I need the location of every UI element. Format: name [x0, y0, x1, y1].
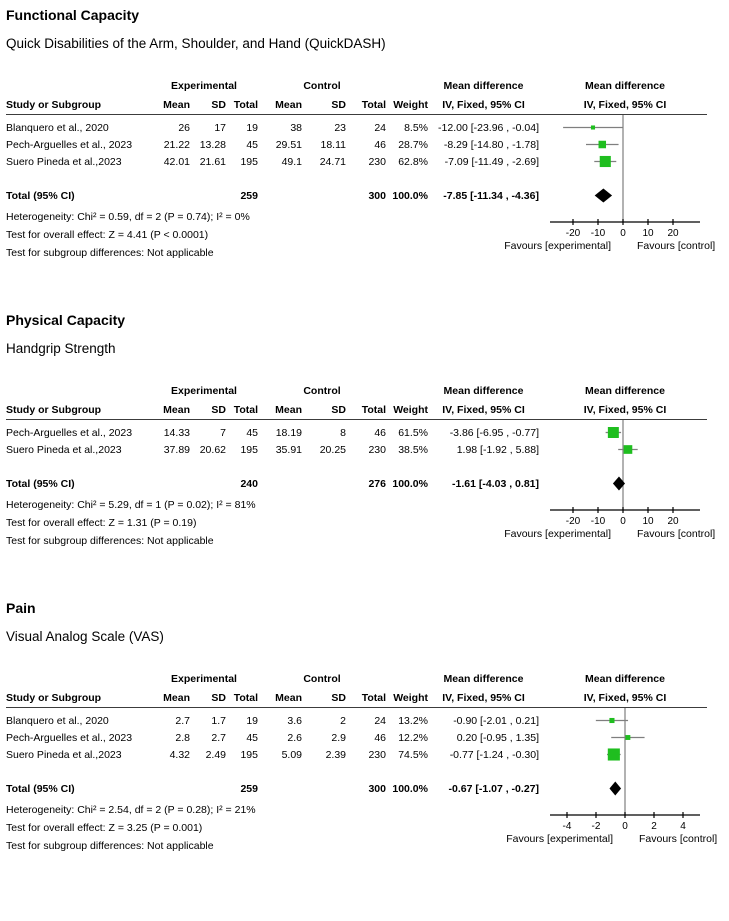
- ctl-sd-value: 23: [334, 121, 346, 134]
- subgroup-differences-text: Test for subgroup differences: Not applicable: [6, 247, 214, 259]
- svg-text:20: 20: [667, 228, 679, 239]
- study-name: Suero Pineda et al.,2023: [6, 748, 122, 761]
- svg-text:-20: -20: [565, 228, 581, 239]
- ctl-sd-value: 2: [340, 714, 346, 727]
- exp-total-value: 19: [246, 714, 258, 727]
- exp-sd-value: 20.62: [199, 443, 226, 456]
- forest-plot-figure: [0, 670, 729, 871]
- total-exp-n: 259: [240, 782, 258, 795]
- ci-text-value: -12.00 [-23.96 , -0.04]: [438, 121, 539, 134]
- outcome-subtitle: Handgrip Strength: [6, 341, 116, 356]
- mean-difference-plot-header: Mean difference: [585, 80, 665, 92]
- study-row: [0, 119, 729, 136]
- table-group-header-row: [0, 670, 729, 688]
- ctl-total-value: 46: [374, 138, 386, 151]
- ctl-sd-value: 24.71: [319, 155, 346, 168]
- exp-total-value: 45: [246, 731, 258, 744]
- ci-text-value: 0.20 [-0.95 , 1.35]: [456, 731, 539, 744]
- section-title: Physical Capacity: [6, 312, 126, 328]
- weight-value: 12.2%: [398, 731, 428, 744]
- exp-sd-value: 17: [214, 121, 226, 134]
- ctl-total-column-header: Total: [361, 691, 386, 704]
- ctl-total-value: 24: [374, 714, 386, 727]
- experimental-group-header: Experimental: [171, 385, 237, 397]
- ctl-total-column-header: Total: [361, 98, 386, 111]
- ctl-total-value: 46: [374, 731, 386, 744]
- exp-mean-column-header: Mean: [163, 691, 190, 704]
- ctl-sd-column-header: SD: [331, 98, 346, 111]
- control-group-header: Control: [303, 673, 341, 685]
- iv-fixed-ci-column-header: IV, Fixed, 95% CI: [442, 691, 525, 704]
- weight-value: 62.8%: [398, 155, 428, 168]
- table-column-header-row: [0, 688, 729, 707]
- mean-difference-header: Mean difference: [443, 385, 524, 397]
- svg-text:-2: -2: [591, 821, 601, 832]
- weight-value: 13.2%: [398, 714, 428, 727]
- ctl-total-value: 230: [368, 748, 386, 761]
- stats-footer: [0, 496, 729, 566]
- mean-difference-plot-header: Mean difference: [585, 385, 665, 397]
- total-label: Total (95% CI): [6, 189, 75, 202]
- exp-mean-value: 4.32: [169, 748, 190, 761]
- svg-text:Favours [experimental]: Favours [experimental]: [506, 833, 613, 845]
- study-row: [0, 746, 729, 763]
- ci-text-value: -0.77 [-1.24 , -0.30]: [449, 748, 539, 761]
- header-separator: [6, 114, 707, 115]
- svg-text:4: 4: [680, 821, 686, 832]
- exp-mean-value: 37.89: [163, 443, 190, 456]
- weight-column-header: Weight: [393, 691, 428, 704]
- weight-value: 74.5%: [398, 748, 428, 761]
- total-exp-n: 259: [240, 189, 258, 202]
- study-column-header: Study or Subgroup: [6, 403, 102, 416]
- total-ci-text: -1.61 [-4.03 , 0.81]: [452, 477, 539, 490]
- total-weight: 100.0%: [392, 782, 428, 795]
- exp-total-value: 19: [246, 121, 258, 134]
- exp-sd-value: 2.49: [205, 748, 226, 761]
- svg-text:0: 0: [620, 516, 626, 527]
- ctl-total-value: 24: [374, 121, 386, 134]
- exp-sd-value: 1.7: [211, 714, 226, 727]
- exp-mean-value: 2.7: [175, 714, 190, 727]
- svg-text:Favours [control]: Favours [control]: [637, 240, 716, 252]
- exp-mean-column-header: Mean: [163, 403, 190, 416]
- forest-plot-figure: [0, 382, 729, 566]
- svg-text:0: 0: [620, 228, 626, 239]
- exp-mean-column-header: Mean: [163, 98, 190, 111]
- mean-difference-header: Mean difference: [443, 673, 524, 685]
- exp-total-value: 195: [240, 443, 258, 456]
- weight-value: 28.7%: [398, 138, 428, 151]
- heterogeneity-text: Heterogeneity: Chi² = 0.59, df = 2 (P = 0.74); I² = 0%: [6, 211, 250, 223]
- ci-text-value: 1.98 [-1.92 , 5.88]: [456, 443, 539, 456]
- header-separator: [6, 419, 707, 420]
- study-row: [0, 424, 729, 441]
- total-ci-text: -0.67 [-1.07 , -0.27]: [448, 782, 539, 795]
- header-separator: [6, 707, 707, 708]
- svg-text:-10: -10: [590, 516, 606, 527]
- outcome-subtitle: Visual Analog Scale (VAS): [6, 629, 164, 644]
- exp-sd-value: 21.61: [199, 155, 226, 168]
- svg-text:2: 2: [651, 821, 657, 832]
- exp-sd-value: 2.7: [211, 731, 226, 744]
- study-name: Suero Pineda et al.,2023: [6, 443, 122, 456]
- control-group-header: Control: [303, 80, 341, 92]
- ctl-sd-value: 18.11: [320, 138, 346, 151]
- exp-sd-column-header: SD: [211, 98, 226, 111]
- exp-total-column-header: Total: [233, 691, 258, 704]
- ctl-sd-column-header: SD: [331, 403, 346, 416]
- exp-mean-value: 42.01: [163, 155, 190, 168]
- study-name: Pech-Arguelles et al., 2023: [6, 731, 133, 744]
- ctl-sd-value: 20.25: [319, 443, 346, 456]
- ci-text-value: -8.29 [-14.80 , -1.78]: [443, 138, 539, 151]
- study-name: Suero Pineda et al.,2023: [6, 155, 122, 168]
- svg-text:Favours [control]: Favours [control]: [639, 833, 718, 845]
- ctl-mean-column-header: Mean: [275, 691, 302, 704]
- ci-text-value: -7.09 [-11.49 , -2.69]: [444, 155, 539, 168]
- total-ctl-n: 300: [368, 782, 386, 795]
- experimental-group-header: Experimental: [171, 80, 237, 92]
- forest-plot-section: [0, 312, 729, 566]
- outcome-subtitle: Quick Disabilities of the Arm, Shoulder, and Hand (QuickDASH): [6, 36, 386, 51]
- heterogeneity-text: Heterogeneity: Chi² = 2.54, df = 2 (P = 0.28); I² = 21%: [6, 804, 256, 816]
- exp-sd-column-header: SD: [211, 403, 226, 416]
- total-ctl-n: 276: [368, 477, 386, 490]
- iv-fixed-ci-plot-header: IV, Fixed, 95% CI: [583, 403, 667, 416]
- total-weight: 100.0%: [392, 477, 428, 490]
- svg-text:0: 0: [622, 821, 628, 832]
- total-label: Total (95% CI): [6, 782, 75, 795]
- svg-text:-20: -20: [565, 516, 581, 527]
- svg-text:Favours [experimental]: Favours [experimental]: [504, 240, 611, 252]
- total-weight: 100.0%: [392, 189, 428, 202]
- study-row: [0, 712, 729, 729]
- weight-column-header: Weight: [393, 403, 428, 416]
- svg-text:10: 10: [642, 516, 654, 527]
- svg-text:-10: -10: [590, 228, 606, 239]
- table-group-header-row: [0, 382, 729, 400]
- iv-fixed-ci-column-header: IV, Fixed, 95% CI: [442, 403, 525, 416]
- ci-text-value: -3.86 [-6.95 , -0.77]: [449, 426, 539, 439]
- ctl-total-value: 230: [368, 443, 386, 456]
- ctl-mean-value: 2.6: [287, 731, 302, 744]
- mean-difference-header: Mean difference: [443, 80, 524, 92]
- iv-fixed-ci-plot-header: IV, Fixed, 95% CI: [583, 98, 667, 111]
- subgroup-differences-text: Test for subgroup differences: Not applicable: [6, 535, 214, 547]
- overall-effect-text: Test for overall effect: Z = 4.41 (P < 0.0001): [6, 229, 209, 241]
- exp-sd-column-header: SD: [211, 691, 226, 704]
- svg-text:-4: -4: [562, 821, 572, 832]
- study-row: [0, 153, 729, 170]
- ctl-sd-value: 2.39: [325, 748, 346, 761]
- ctl-sd-value: 8: [340, 426, 346, 439]
- study-name: Blanquero et al., 2020: [6, 714, 109, 727]
- mean-difference-plot-header: Mean difference: [585, 673, 665, 685]
- ctl-mean-value: 5.09: [281, 748, 302, 761]
- forest-plot-section: [0, 7, 729, 278]
- weight-value: 38.5%: [398, 443, 428, 456]
- exp-total-value: 195: [240, 155, 258, 168]
- table-column-header-row: [0, 95, 729, 114]
- exp-mean-value: 2.8: [175, 731, 190, 744]
- exp-total-column-header: Total: [233, 98, 258, 111]
- weight-column-header: Weight: [393, 98, 428, 111]
- stats-footer: [0, 801, 729, 871]
- study-rows: [0, 424, 729, 458]
- forest-plot-section: [0, 600, 729, 871]
- ctl-total-column-header: Total: [361, 403, 386, 416]
- overall-effect-text: Test for overall effect: Z = 1.31 (P = 0.19): [6, 517, 197, 529]
- forest-plot-figure: [0, 77, 729, 278]
- table-column-header-row: [0, 400, 729, 419]
- study-rows: [0, 712, 729, 763]
- svg-text:Favours [control]: Favours [control]: [637, 528, 716, 540]
- svg-text:20: 20: [667, 516, 679, 527]
- exp-mean-value: 21.22: [163, 138, 190, 151]
- total-label: Total (95% CI): [6, 477, 75, 490]
- exp-total-value: 45: [246, 426, 258, 439]
- iv-fixed-ci-column-header: IV, Fixed, 95% CI: [442, 98, 525, 111]
- total-ci-text: -7.85 [-11.34 , -4.36]: [443, 189, 539, 202]
- weight-value: 8.5%: [404, 121, 428, 134]
- exp-total-column-header: Total: [233, 403, 258, 416]
- study-column-header: Study or Subgroup: [6, 98, 102, 111]
- heterogeneity-text: Heterogeneity: Chi² = 5.29, df = 1 (P = 0.02); I² = 81%: [6, 499, 256, 511]
- total-row: [0, 475, 729, 492]
- study-rows: [0, 119, 729, 170]
- study-row: [0, 729, 729, 746]
- weight-value: 61.5%: [398, 426, 428, 439]
- svg-text:Favours [experimental]: Favours [experimental]: [504, 528, 611, 540]
- exp-sd-value: 7: [220, 426, 226, 439]
- ctl-mean-column-header: Mean: [275, 403, 302, 416]
- total-row: [0, 187, 729, 204]
- total-exp-n: 240: [240, 477, 258, 490]
- ctl-mean-value: 29.51: [275, 138, 302, 151]
- section-title: Functional Capacity: [6, 7, 140, 23]
- exp-sd-value: 13.28: [199, 138, 226, 151]
- iv-fixed-ci-plot-header: IV, Fixed, 95% CI: [583, 691, 667, 704]
- experimental-group-header: Experimental: [171, 673, 237, 685]
- exp-total-value: 45: [246, 138, 258, 151]
- svg-text:10: 10: [642, 228, 654, 239]
- total-ctl-n: 300: [368, 189, 386, 202]
- total-row: [0, 780, 729, 797]
- stats-footer: [0, 208, 729, 278]
- study-name: Blanquero et al., 2020: [6, 121, 109, 134]
- control-group-header: Control: [303, 385, 341, 397]
- ctl-sd-value: 2.9: [331, 731, 346, 744]
- section-title: Pain: [6, 600, 36, 616]
- ci-text-value: -0.90 [-2.01 , 0.21]: [453, 714, 539, 727]
- ctl-mean-value: 35.91: [275, 443, 302, 456]
- ctl-mean-value: 49.1: [281, 155, 302, 168]
- ctl-sd-column-header: SD: [331, 691, 346, 704]
- exp-mean-value: 26: [178, 121, 190, 134]
- ctl-total-value: 46: [374, 426, 386, 439]
- ctl-total-value: 230: [368, 155, 386, 168]
- ctl-mean-column-header: Mean: [275, 98, 302, 111]
- subgroup-differences-text: Test for subgroup differences: Not applicable: [6, 840, 214, 852]
- overall-effect-text: Test for overall effect: Z = 3.25 (P = 0.001): [6, 822, 203, 834]
- ctl-mean-value: 18.19: [275, 426, 302, 439]
- table-group-header-row: [0, 77, 729, 95]
- ctl-mean-value: 3.6: [287, 714, 302, 727]
- study-column-header: Study or Subgroup: [6, 691, 102, 704]
- study-name: Pech-Arguelles et al., 2023: [6, 138, 133, 151]
- study-row: [0, 441, 729, 458]
- ctl-mean-value: 38: [290, 121, 302, 134]
- exp-mean-value: 14.33: [163, 426, 190, 439]
- exp-total-value: 195: [240, 748, 258, 761]
- study-name: Pech-Arguelles et al., 2023: [6, 426, 133, 439]
- study-row: [0, 136, 729, 153]
